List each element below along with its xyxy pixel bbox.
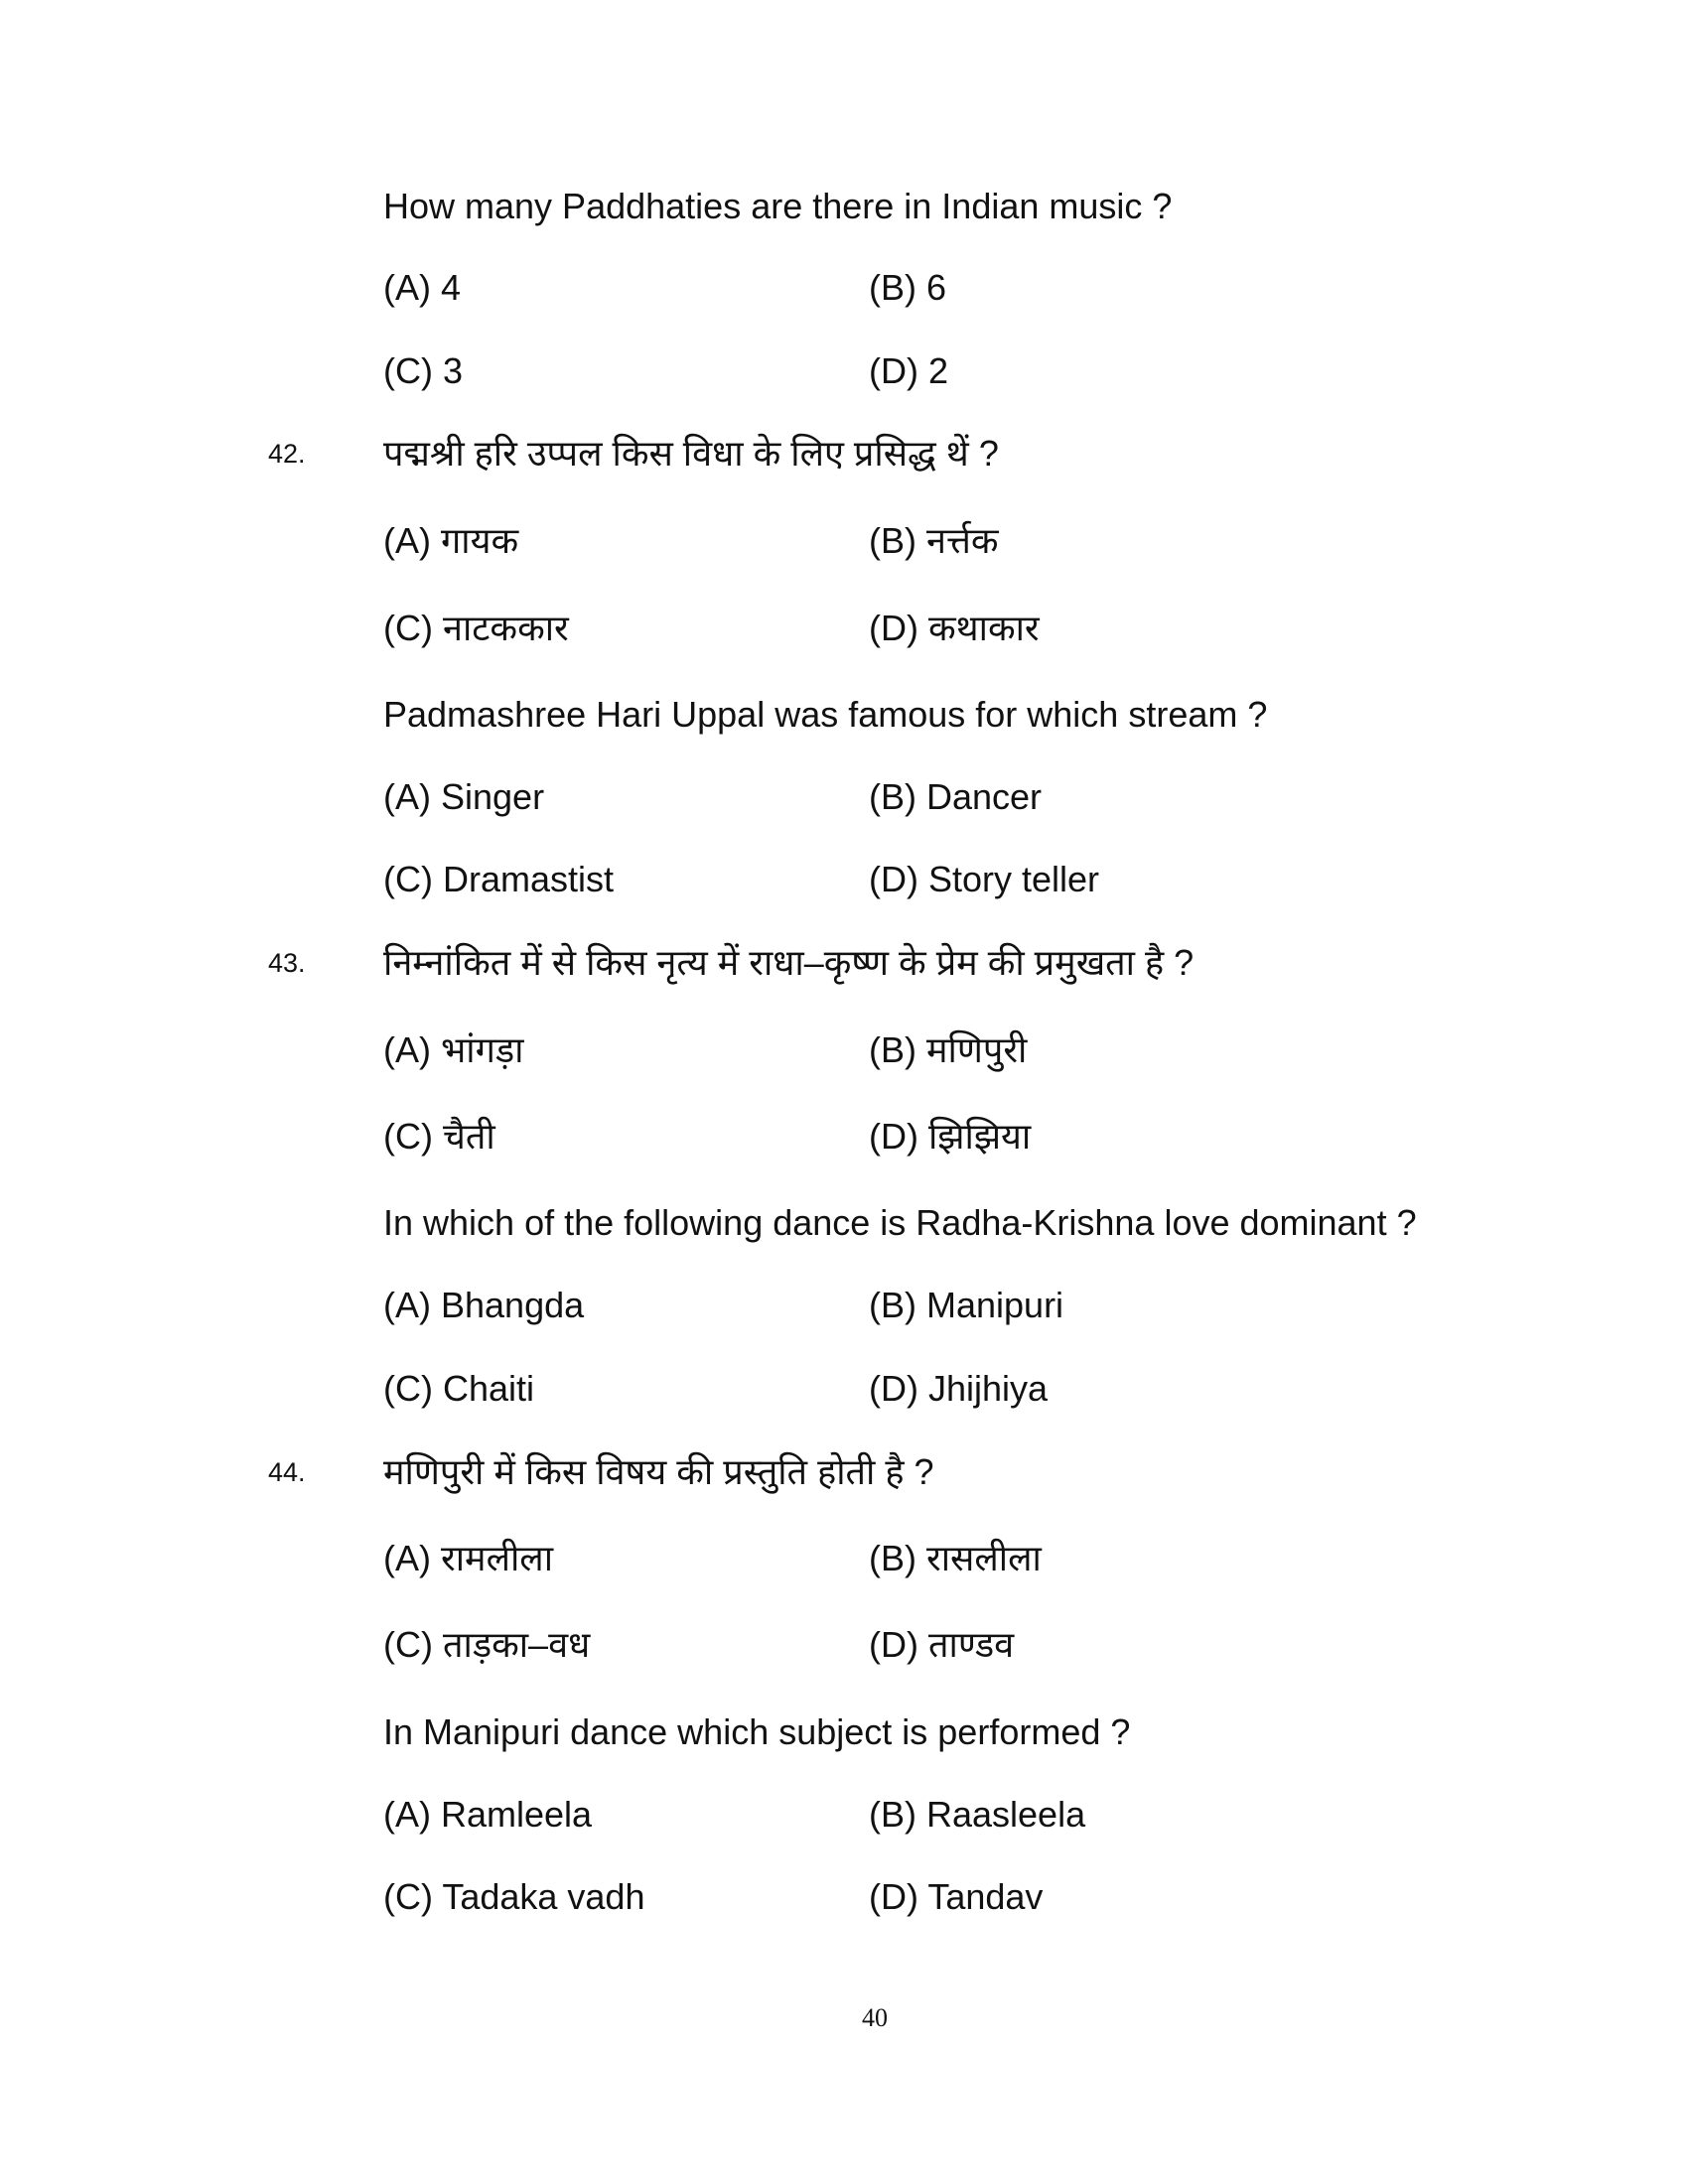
- page-number: 40: [862, 2003, 888, 2032]
- question-text: How many Paddhaties are there in Indian music ?: [383, 186, 1173, 226]
- option-c: (C) 3: [383, 350, 463, 391]
- option-b: (B) Raasleela: [869, 1794, 1086, 1835]
- option-b: (B) Dancer: [869, 776, 1043, 817]
- option-a: (A) Ramleela: [383, 1794, 593, 1835]
- option-a: (A) भांगड़ा: [383, 1029, 524, 1070]
- question-text: In which of the following dance is Radha-Krishna love dominant ?: [383, 1202, 1417, 1243]
- option-b: (B) 6: [869, 267, 947, 308]
- option-d: (D) Story teller: [869, 859, 1100, 899]
- question-text: मणिपुरी में किस विषय की प्रस्तुति होती है ?: [383, 1451, 934, 1492]
- question-text: In Manipuri dance which subject is performed ?: [383, 1711, 1131, 1752]
- option-d: (D) Jhijhiya: [869, 1368, 1049, 1409]
- option-b: (B) Manipuri: [869, 1285, 1064, 1325]
- option-c: (C) नाटककार: [383, 608, 569, 648]
- option-b: (B) मणिपुरी: [869, 1029, 1028, 1070]
- question-number: 43.: [268, 948, 306, 978]
- option-d: (D) Tandav: [869, 1876, 1044, 1917]
- option-d: (D) कथाकार: [869, 608, 1040, 648]
- option-c: (C) Tadaka vadh: [383, 1876, 645, 1917]
- question-text: निम्नांकित में से किस नृत्य में राधा–कृष्ण के प्रेम की प्रमुखता है ?: [383, 942, 1195, 983]
- option-a: (A) 4: [383, 267, 462, 308]
- option-a: (A) Singer: [383, 776, 545, 817]
- option-d: (D) ताण्डव: [869, 1624, 1015, 1665]
- option-c: (C) चैती: [383, 1116, 495, 1157]
- question-number: 44.: [268, 1457, 306, 1487]
- option-a: (A) गायक: [383, 520, 519, 561]
- question-text: Padmashree Hari Uppal was famous for which stream ?: [383, 694, 1268, 735]
- option-d: (D) झिझिया: [869, 1116, 1032, 1157]
- question-text: पद्मश्री हरि उप्पल किस विधा के लिए प्रसिद्ध थें ?: [383, 433, 999, 474]
- option-c: (C) Dramastist: [383, 859, 614, 899]
- option-a: (A) रामलीला: [383, 1538, 554, 1578]
- question-number: 42.: [268, 439, 306, 469]
- option-c: (C) ताड़का–वध: [383, 1624, 591, 1665]
- option-a: (A) Bhangda: [383, 1285, 585, 1325]
- option-d: (D) 2: [869, 350, 948, 391]
- option-c: (C) Chaiti: [383, 1368, 535, 1409]
- option-b: (B) नर्त्तक: [869, 520, 999, 561]
- option-b: (B) रासलीला: [869, 1538, 1042, 1578]
